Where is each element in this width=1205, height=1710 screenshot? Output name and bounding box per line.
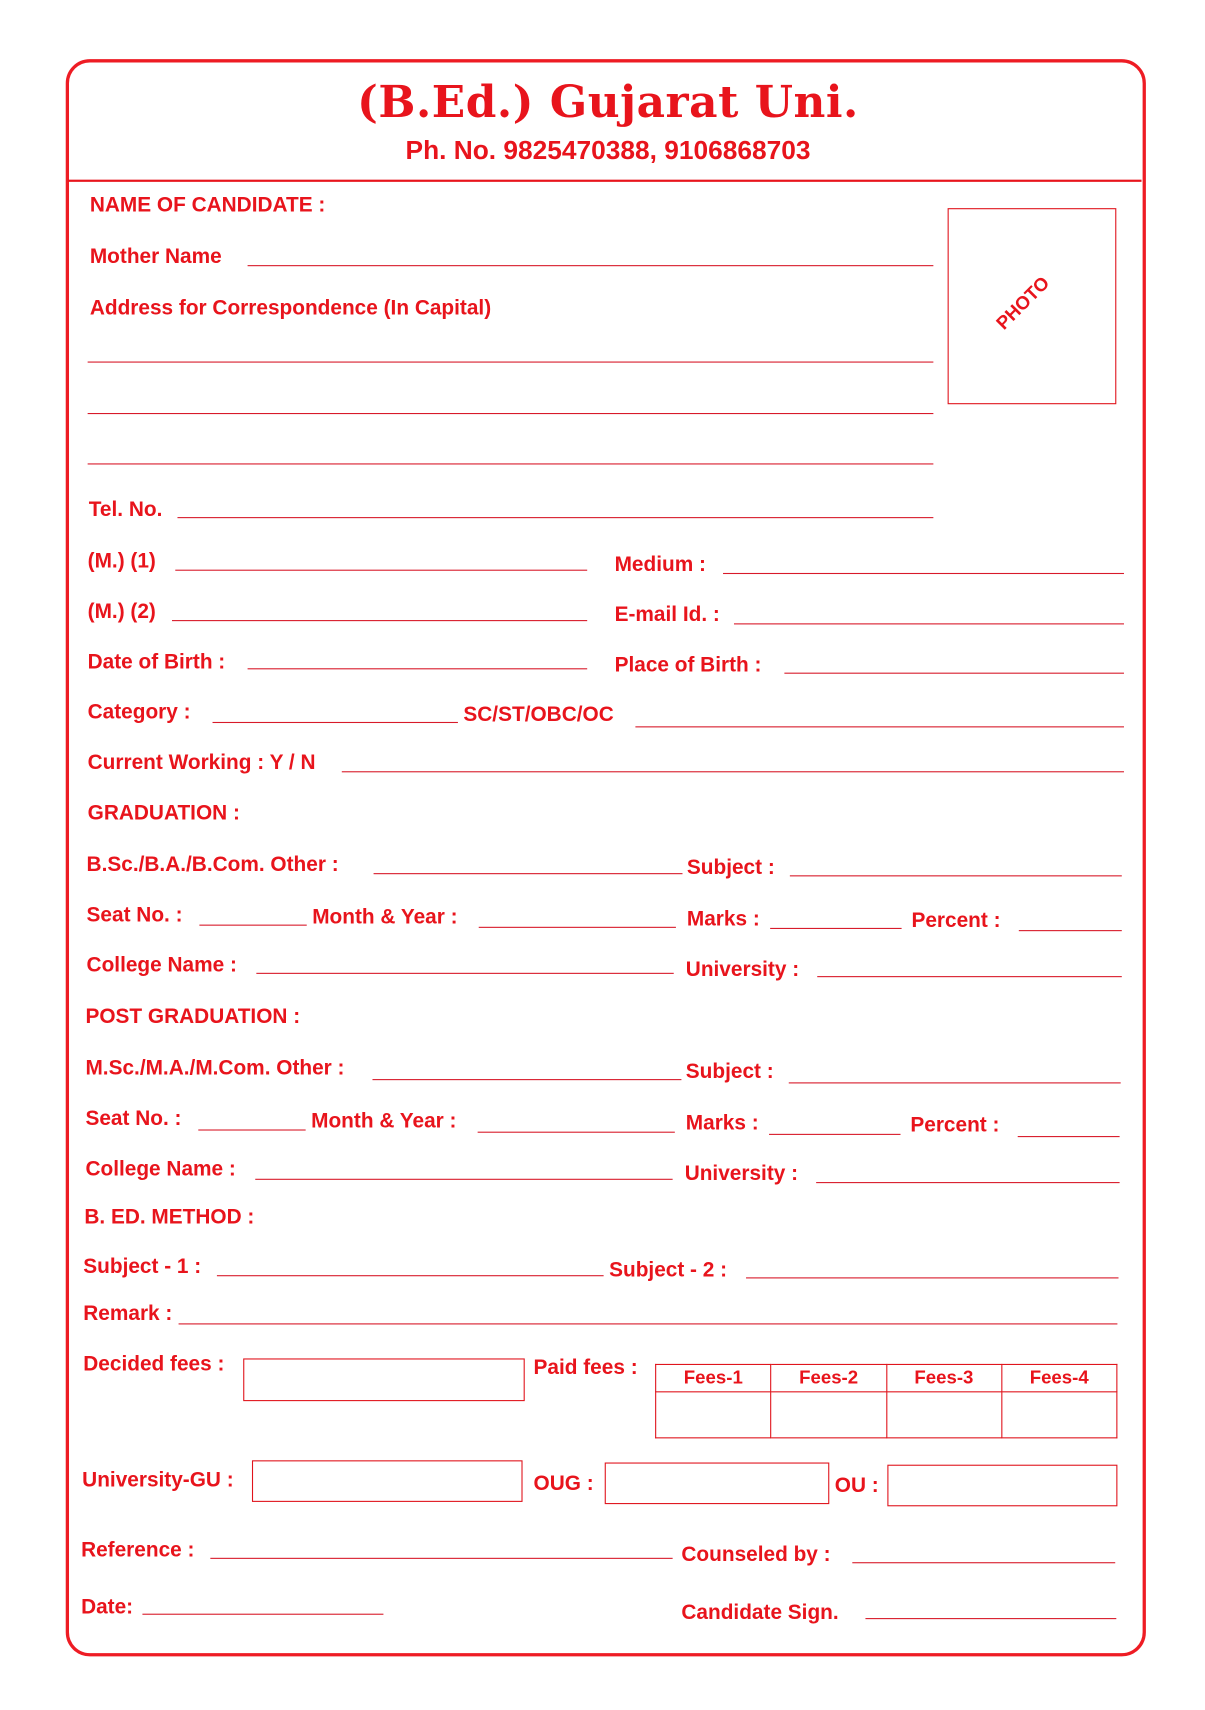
ou-label: OU : bbox=[834, 1474, 879, 1498]
name-label: NAME OF CANDIDATE : bbox=[89, 193, 326, 217]
category-options: SC/ST/OBC/OC bbox=[463, 703, 614, 727]
medium-field[interactable] bbox=[723, 573, 1124, 574]
remark-field[interactable] bbox=[179, 1323, 1118, 1324]
pob-field[interactable] bbox=[784, 673, 1124, 674]
pg-university-label: University : bbox=[684, 1162, 799, 1186]
bed-method-heading: B. ED. METHOD : bbox=[84, 1206, 255, 1230]
pg-percent-label: Percent : bbox=[910, 1114, 1000, 1138]
grad-marks-label: Marks : bbox=[686, 908, 760, 932]
pg-marks-label: Marks : bbox=[685, 1111, 759, 1135]
grad-college-label: College Name : bbox=[86, 954, 237, 978]
header-divider bbox=[68, 180, 1142, 182]
form-title: (B.Ed.) Gujarat Uni. bbox=[357, 76, 859, 129]
date-field[interactable] bbox=[142, 1614, 383, 1615]
pg-subject-label: Subject : bbox=[685, 1060, 774, 1084]
university-gu-label: University-GU : bbox=[82, 1469, 234, 1493]
mobile1-field[interactable] bbox=[175, 570, 587, 571]
grad-degree-label: B.Sc./B.A./B.Com. Other : bbox=[86, 853, 339, 877]
mother-label: Mother Name bbox=[89, 245, 222, 269]
pg-percent-field[interactable] bbox=[1018, 1136, 1120, 1137]
remark-label: Remark : bbox=[83, 1302, 173, 1326]
dob-field[interactable] bbox=[248, 668, 588, 669]
fees-3-cell[interactable] bbox=[886, 1392, 1001, 1438]
category-detail-field[interactable] bbox=[635, 726, 1124, 727]
grad-subject-label: Subject : bbox=[686, 856, 775, 880]
subject1-field[interactable] bbox=[217, 1275, 604, 1276]
subject2-field[interactable] bbox=[746, 1277, 1118, 1278]
fees-4-cell[interactable] bbox=[1002, 1392, 1117, 1438]
email-label: E-mail Id. : bbox=[614, 603, 720, 627]
counseled-by-label: Counseled by : bbox=[681, 1543, 831, 1567]
grad-month-year-label: Month & Year : bbox=[312, 905, 458, 929]
tel-field[interactable] bbox=[177, 517, 933, 518]
post-graduation-heading: POST GRADUATION : bbox=[85, 1005, 301, 1029]
graduation-heading: GRADUATION : bbox=[87, 801, 240, 825]
reference-field[interactable] bbox=[210, 1558, 672, 1559]
photo-box[interactable] bbox=[948, 208, 1117, 404]
address-label: Address for Correspondence (In Capital) bbox=[89, 296, 492, 320]
grad-subject-field[interactable] bbox=[790, 875, 1122, 876]
grad-college-field[interactable] bbox=[256, 973, 673, 974]
pg-university-field[interactable] bbox=[816, 1182, 1119, 1183]
address-line-2[interactable] bbox=[88, 413, 934, 414]
category-label: Category : bbox=[87, 701, 191, 725]
mobile2-label: (M.) (2) bbox=[87, 600, 156, 624]
address-line-3[interactable] bbox=[88, 463, 934, 464]
grad-month-year-field[interactable] bbox=[479, 927, 676, 928]
mobile1-label: (M.) (1) bbox=[87, 549, 156, 573]
mobile2-field[interactable] bbox=[172, 620, 587, 621]
fees-1-header: Fees-1 bbox=[656, 1364, 771, 1391]
email-field[interactable] bbox=[734, 623, 1124, 624]
paid-fees-label: Paid fees : bbox=[533, 1356, 638, 1380]
pob-label: Place of Birth : bbox=[614, 654, 762, 678]
decided-fees-label: Decided fees : bbox=[83, 1352, 225, 1376]
phone-numbers: Ph. No. 9825470388, 9106868703 bbox=[405, 135, 811, 166]
pg-degree-field[interactable] bbox=[372, 1079, 681, 1080]
pg-college-label: College Name : bbox=[85, 1157, 236, 1181]
fees-1-cell[interactable] bbox=[656, 1392, 771, 1438]
current-working-field[interactable] bbox=[342, 771, 1124, 772]
reference-label: Reference : bbox=[81, 1539, 195, 1563]
mother-field[interactable] bbox=[248, 265, 934, 266]
dob-label: Date of Birth : bbox=[87, 650, 226, 674]
category-field[interactable] bbox=[213, 722, 458, 723]
pg-subject-field[interactable] bbox=[789, 1082, 1121, 1083]
grad-percent-field[interactable] bbox=[1019, 930, 1122, 931]
address-line-1[interactable] bbox=[88, 362, 934, 363]
pg-month-year-label: Month & Year : bbox=[311, 1109, 457, 1133]
grad-seat-label: Seat No. : bbox=[86, 903, 183, 927]
date-label: Date: bbox=[81, 1596, 134, 1620]
pg-college-field[interactable] bbox=[255, 1179, 672, 1180]
pg-month-year-field[interactable] bbox=[478, 1132, 675, 1133]
paid-fees-table bbox=[655, 1364, 1117, 1438]
oug-box[interactable] bbox=[605, 1462, 830, 1504]
grad-degree-field[interactable] bbox=[374, 873, 683, 874]
subject2-label: Subject - 2 : bbox=[609, 1258, 728, 1282]
fees-4-header: Fees-4 bbox=[1002, 1364, 1117, 1391]
fees-3-header: Fees-3 bbox=[886, 1364, 1001, 1391]
grad-marks-field[interactable] bbox=[770, 928, 901, 929]
subject1-label: Subject - 1 : bbox=[83, 1255, 202, 1279]
counseled-by-field[interactable] bbox=[852, 1562, 1115, 1563]
candidate-sign-label: Candidate Sign. bbox=[681, 1601, 839, 1625]
pg-marks-field[interactable] bbox=[769, 1134, 900, 1135]
pg-seat-field[interactable] bbox=[198, 1129, 305, 1130]
photo-label: PHOTO bbox=[992, 272, 1054, 334]
candidate-sign-field[interactable] bbox=[865, 1618, 1116, 1619]
tel-label: Tel. No. bbox=[88, 498, 163, 522]
fees-2-header: Fees-2 bbox=[771, 1364, 886, 1391]
current-working-label: Current Working : Y / N bbox=[87, 751, 316, 775]
medium-label: Medium : bbox=[614, 553, 706, 577]
fees-2-cell[interactable] bbox=[771, 1392, 886, 1438]
pg-seat-label: Seat No. : bbox=[85, 1107, 182, 1131]
oug-label: OUG : bbox=[533, 1472, 594, 1496]
grad-university-label: University : bbox=[685, 958, 800, 982]
grad-seat-field[interactable] bbox=[199, 925, 306, 926]
grad-percent-label: Percent : bbox=[911, 909, 1001, 933]
grad-university-field[interactable] bbox=[817, 976, 1122, 977]
decided-fees-box[interactable] bbox=[243, 1358, 525, 1401]
university-gu-box[interactable] bbox=[252, 1460, 523, 1502]
ou-box[interactable] bbox=[887, 1465, 1117, 1507]
pg-degree-label: M.Sc./M.A./M.Com. Other : bbox=[85, 1057, 345, 1081]
